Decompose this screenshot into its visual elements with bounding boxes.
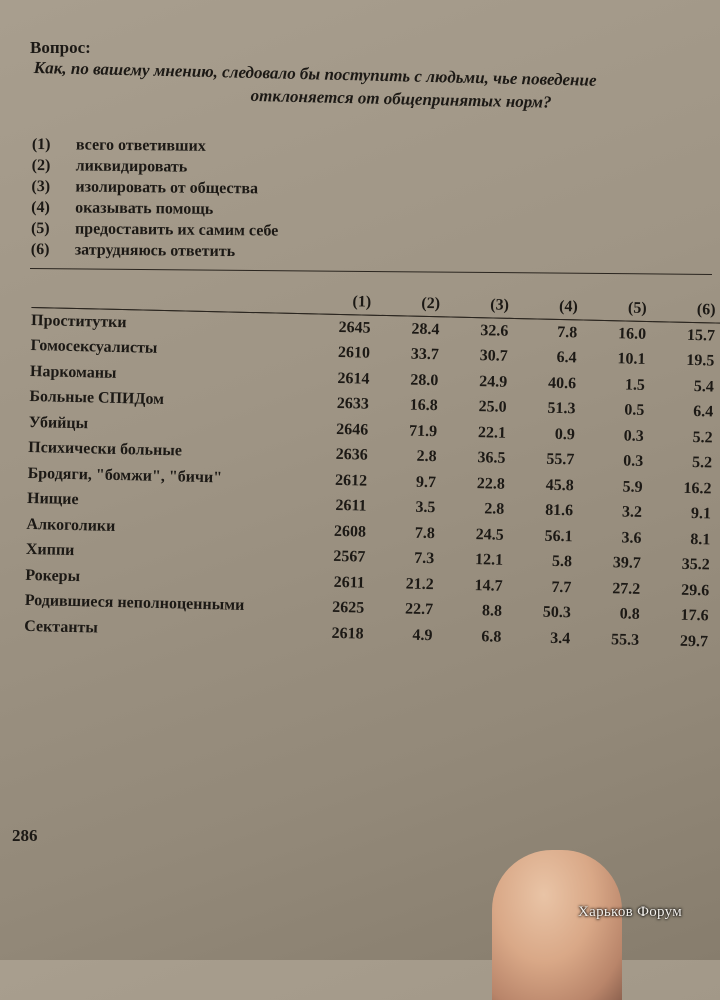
table-cell: 10.1: [617, 350, 646, 369]
table-cell: 4.9: [412, 626, 433, 644]
legend-number: (1): [31, 135, 51, 154]
table-cell: 16.0: [617, 325, 647, 343]
table-cell: 16.2: [683, 479, 712, 498]
table-cell: 19.5: [686, 352, 715, 370]
table-cell: 55.7: [546, 450, 575, 469]
table-cell: 2608: [333, 522, 367, 541]
table-cell: 51.3: [547, 399, 576, 418]
table-cell: 2610: [337, 344, 371, 362]
row-label: Убийцы: [28, 413, 89, 433]
column-header: (6): [696, 301, 716, 319]
row-label: Больные СПИДом: [29, 388, 165, 409]
legend-item: [31, 197, 278, 221]
legend-item: [31, 218, 278, 242]
table-cell: 32.6: [480, 321, 509, 340]
legend-item: [31, 176, 278, 200]
table-cell: 36.5: [477, 449, 506, 468]
table-cell: 8.1: [690, 530, 711, 549]
table-cell: 56.1: [544, 527, 573, 546]
table-cell: 1.5: [624, 376, 646, 394]
table-cell: 24.9: [478, 372, 508, 391]
table-cell: 3.5: [415, 499, 436, 517]
table-cell: 27.2: [612, 579, 641, 598]
table-cell: 6.4: [693, 403, 714, 421]
table-cell: 22.8: [476, 474, 506, 493]
table-cell: 24.5: [475, 525, 504, 544]
table-cell: 35.2: [681, 556, 710, 574]
table-cell: 2.8: [416, 448, 437, 466]
table-cell: 29.7: [679, 632, 709, 651]
legend-item: [32, 155, 279, 179]
table-cell: 5.2: [692, 428, 713, 447]
answer-legend: [31, 134, 280, 263]
table-cell: 0.8: [619, 605, 640, 624]
table-cell: 50.3: [542, 603, 572, 622]
table-cell: 2646: [336, 420, 369, 439]
column-header: (5): [627, 299, 647, 317]
table-cell: 28.4: [411, 320, 440, 339]
legend-text: всего ответивших: [75, 136, 206, 155]
table-cell: 22.7: [404, 600, 434, 619]
table-cell: 45.8: [545, 476, 574, 495]
table-cell: 9.1: [690, 505, 712, 523]
legend-number: (2): [31, 156, 51, 175]
legend-text: предоставить их самим себе: [74, 220, 279, 240]
watermark: Харьков Форум: [578, 904, 683, 920]
table-cell: 5.4: [693, 377, 715, 396]
table-cell: 29.6: [681, 581, 710, 600]
legend-number: (6): [30, 240, 50, 259]
column-header: (1): [352, 293, 372, 311]
table-cell: 2636: [335, 446, 368, 464]
row-label: Бродяги, "бомжи", "бичи": [27, 464, 223, 487]
row-label: Родившиеся неполноценными: [24, 592, 245, 615]
table-cell: 2567: [333, 548, 366, 566]
table-cell: 17.6: [680, 607, 709, 625]
legend-item: [31, 239, 278, 263]
table-cell: 28.0: [410, 371, 439, 389]
table-cell: 39.7: [612, 554, 642, 573]
table-cell: 2645: [338, 318, 371, 337]
table-cell: 22.1: [477, 423, 507, 442]
results-table: [24, 283, 720, 655]
table-cell: 2611: [333, 573, 365, 592]
table-top-rule: [30, 268, 712, 275]
row-label: Алкоголики: [26, 515, 116, 535]
table-cell: 2618: [331, 624, 364, 643]
row-label: Наркоманы: [29, 362, 117, 382]
table-cell: 71.9: [408, 422, 438, 440]
legend-text: ликвидировать: [75, 157, 188, 176]
row-label: Сектанты: [24, 617, 99, 637]
table-cell: 9.7: [415, 473, 437, 491]
page-number: 286: [12, 826, 38, 845]
table-cell: 0.9: [554, 425, 576, 444]
table-cell: 0.3: [623, 427, 644, 445]
table-cell: 12.1: [474, 551, 504, 570]
table-cell: 6.4: [556, 349, 577, 367]
table-cell: 2625: [332, 599, 365, 617]
legend-text: изолировать от общества: [75, 178, 259, 198]
column-header: (4): [558, 297, 578, 316]
table-body: [24, 307, 720, 655]
table-cell: 7.7: [551, 578, 572, 597]
table-cell: 30.7: [479, 347, 508, 366]
table-cell: 33.7: [410, 345, 440, 364]
legend-text: затрудняюсь ответить: [74, 241, 236, 261]
table-cell: 2614: [337, 369, 370, 388]
table-cell: 7.8: [414, 524, 436, 542]
row-label: Рокеры: [25, 566, 81, 585]
row-label: Психически больные: [28, 439, 183, 460]
table-cell: 5.8: [551, 553, 573, 571]
table-cell: 7.3: [414, 549, 435, 568]
column-header: (2): [421, 294, 441, 313]
table-cell: 55.3: [610, 630, 640, 649]
question-line-2: отклоняется от общепринятых норм?: [250, 85, 552, 112]
table-cell: 25.0: [478, 398, 507, 417]
legend-text: оказывать помощь: [75, 199, 214, 218]
finger-photo-overlay: [492, 850, 622, 1000]
table-cell: 2633: [336, 395, 370, 413]
table-cell: 2611: [335, 497, 367, 515]
table-cell: 5.9: [622, 478, 643, 496]
legend-number: (5): [30, 219, 50, 238]
table-cell: 0.3: [622, 452, 644, 471]
legend-number: (3): [31, 177, 51, 196]
table-cell: 2612: [334, 471, 368, 490]
table-cell: 7.8: [557, 323, 578, 342]
table-cell: 21.2: [405, 575, 434, 593]
table-cell: 2.8: [484, 500, 505, 519]
table-cell: 16.8: [409, 396, 438, 415]
table-cell: 3.6: [621, 529, 642, 547]
table-cell: 3.2: [621, 503, 643, 522]
table-cell: 5.2: [691, 454, 713, 472]
legend-number: (4): [31, 198, 50, 217]
table-cell: 15.7: [686, 326, 716, 345]
row-label: Нищие: [26, 490, 79, 509]
question-label: Вопрос:: [30, 38, 91, 57]
question-text: [33, 56, 710, 117]
table-cell: 3.4: [550, 629, 571, 648]
row-label: Проститутки: [30, 311, 127, 331]
table-cell: 81.6: [544, 501, 574, 520]
row-label: Хиппи: [25, 541, 75, 560]
table-cell: 6.8: [481, 628, 502, 646]
table-cell: 8.8: [481, 602, 503, 620]
table-cell: 0.5: [624, 401, 645, 420]
table-cell: 40.6: [547, 374, 577, 393]
table-cell: 14.7: [474, 576, 503, 595]
legend-item: [32, 134, 279, 158]
column-header: (3): [490, 296, 510, 314]
question-line-1: Как, по вашему мнению, следовало бы поступить с людьми, чье поведение: [33, 57, 597, 90]
row-label: Гомосексуалисты: [30, 337, 158, 358]
